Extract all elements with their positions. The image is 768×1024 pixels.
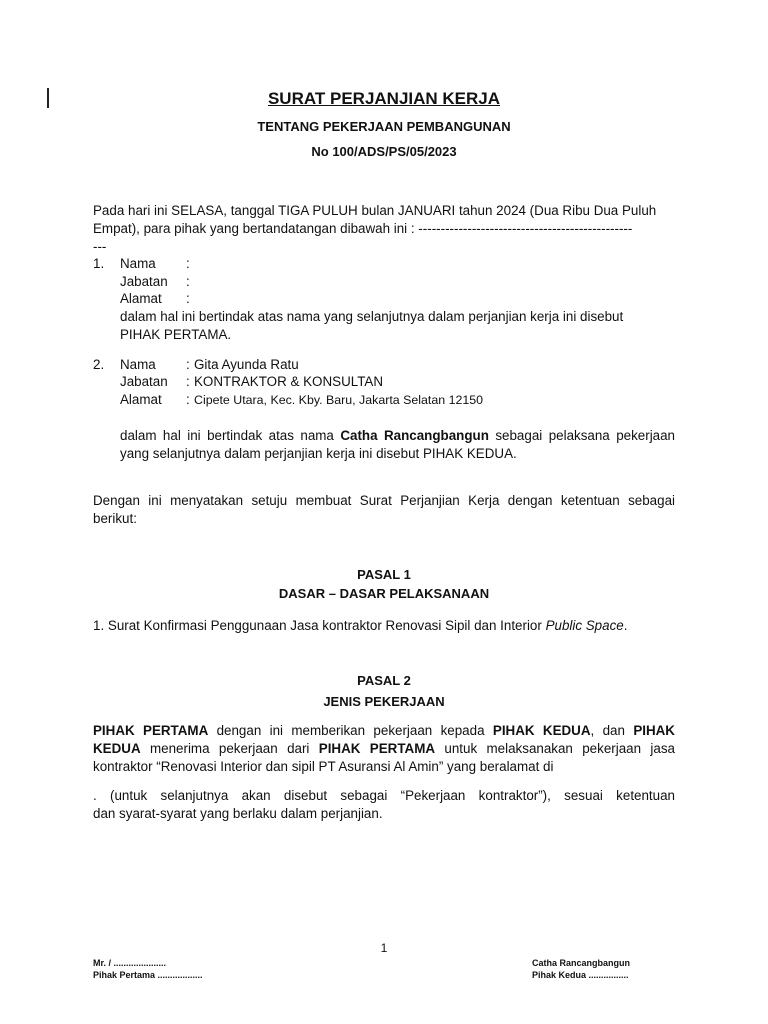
pasal2-paragraph-2 <box>93 787 675 823</box>
pasal1-item-1 <box>93 617 627 635</box>
pasal1-item-italic: Public Space <box>545 618 624 633</box>
document-subtitle: TENTANG PEKERJAAN PEMBANGUNAN <box>257 119 511 134</box>
party2-nama-value: Gita Ayunda Ratu <box>194 357 299 372</box>
pasal1-heading: DASAR – DASAR PELAKSANAAN <box>278 586 490 601</box>
footer-left-line-2: Pihak Pertama .................. <box>93 970 203 980</box>
footer-right-line-1: Catha Rancangbangun <box>532 958 631 968</box>
pasal2-l2-text-2: untuk melaksanakan pekerjaan jasa <box>435 741 675 756</box>
agreement-paragraph <box>93 492 675 528</box>
party2-desc <box>120 427 675 463</box>
party1-alamat-colon: : <box>186 291 190 306</box>
agreement-line-2: berikut: <box>93 511 137 526</box>
footer-right-line-2: Pihak Kedua ................ <box>532 970 629 980</box>
pasal2-l1-bold-3: PIHAK <box>633 723 675 738</box>
party1-desc-line-2: PIHAK PERTAMA. <box>120 327 232 342</box>
page-number: 1 <box>380 941 388 955</box>
pasal2-para2-line-2: dan syarat-syarat yang berlaku dalam perjanjian. <box>93 806 383 821</box>
intro-line-1: Pada hari ini SELASA, tanggal TIGA PULUH bulan JANUARI tahun 2024 (Dua Ribu Dua Puluh <box>93 203 657 218</box>
party1-nama-label: Nama <box>120 256 156 271</box>
party2-nama-label: Nama <box>120 357 156 372</box>
pasal2-l1-text-1: dengan ini memberikan pekerjaan kepada <box>208 723 493 738</box>
pasal2-l2-text-1: menerima pekerjaan dari <box>140 741 319 756</box>
intro-line-2: Empat), para pihak yang bertandatangan dibawah ini : ------------------------------------------------ <box>93 221 633 236</box>
party2-alamat-value: Cipete Utara, Kec. Kby. Baru, Jakarta Selatan 12150 <box>194 393 484 407</box>
party1-jabatan-colon: : <box>186 274 190 289</box>
pasal2-l1-text-2: , dan <box>590 723 634 738</box>
party2-jabatan-value: KONTRAKTOR & KONSULTAN <box>194 374 383 389</box>
party2-number: 2. <box>93 357 105 372</box>
party2-alamat-label: Alamat <box>120 392 162 407</box>
agreement-line-1: Dengan ini menyatakan setuju membuat Surat Perjanjian Kerja dengan ketentuan sebagai <box>93 493 675 508</box>
document-title: SURAT PERJANJIAN KERJA <box>267 89 501 108</box>
document-number: No 100/ADS/PS/05/2023 <box>311 144 457 159</box>
intro-line-3: --- <box>93 239 107 254</box>
party2-jabatan-label: Jabatan <box>120 374 168 389</box>
party1-desc-line-1: dalam hal ini bertindak atas nama yang selanjutnya dalam perjanjian kerja ini disebut <box>120 309 624 324</box>
party1-number: 1. <box>93 256 105 271</box>
pasal2-l1-bold-2: PIHAK KEDUA <box>492 723 591 738</box>
party1-alamat-label: Alamat <box>120 291 162 306</box>
party2-nama-colon: : <box>186 357 190 372</box>
pasal2-line-3: kontraktor “Renovasi Interior dan sipil PT Asuransi Al Amin” yang beralamat di <box>93 759 554 774</box>
party2-desc-post: sebagai pelaksana pekerjaan <box>488 428 676 443</box>
party2-desc-company: Catha Rancangbangun <box>340 428 489 443</box>
party2-jabatan-colon: : <box>186 374 190 389</box>
footer-left-line-1: Mr. / ..................... <box>93 958 167 968</box>
party2-desc-pre: dalam hal ini bertindak atas nama <box>120 428 341 443</box>
pasal2-l2-bold-1: KEDUA <box>93 741 141 756</box>
pasal1-title: PASAL 1 <box>357 567 411 582</box>
pasal2-paragraph-1 <box>93 722 675 776</box>
party2-desc-line-2: yang selanjutnya dalam perjanjian kerja ini disebut PIHAK KEDUA. <box>120 446 517 461</box>
pasal2-title: PASAL 2 <box>357 673 411 688</box>
pasal2-l2-bold-2: PIHAK PERTAMA <box>318 741 436 756</box>
pasal2-para2-line-1: . (untuk selanjutnya akan disebut sebagai “Pekerjaan kontraktor”), sesuai ketentuan <box>93 788 675 803</box>
party1-nama-colon: : <box>186 256 190 271</box>
pasal2-l1-bold-1: PIHAK PERTAMA <box>93 723 209 738</box>
pasal2-heading: JENIS PEKERJAAN <box>323 694 445 709</box>
pasal1-item-text: 1. Surat Konfirmasi Penggunaan Jasa kontraktor Renovasi Sipil dan Interior <box>93 618 546 633</box>
pasal1-item-end: . <box>623 618 628 633</box>
party1-jabatan-label: Jabatan <box>120 274 168 289</box>
party2-alamat-colon: : <box>186 392 190 407</box>
